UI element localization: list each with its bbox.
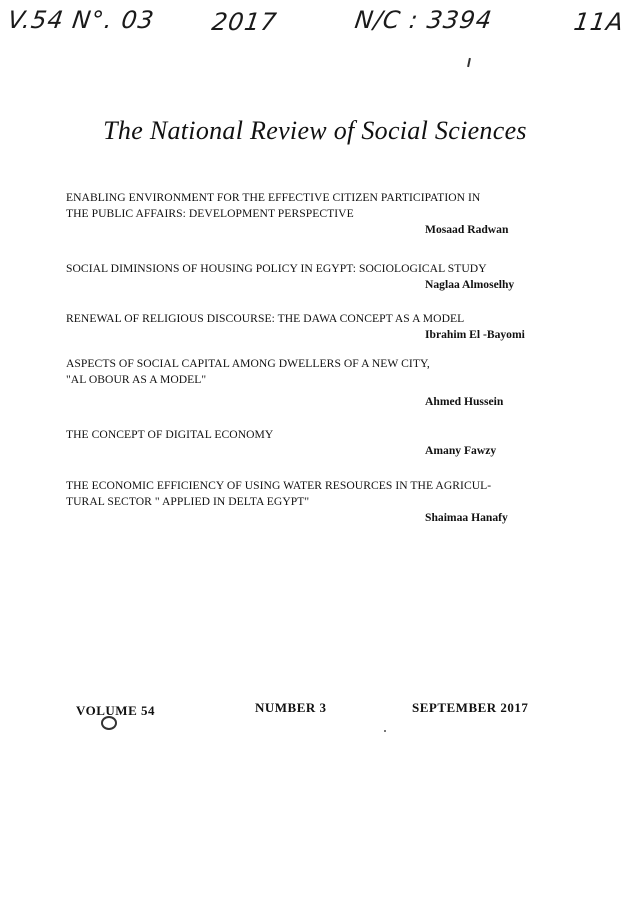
footer-number: NUMBER 3 <box>255 700 327 715</box>
article-title: ENABLING ENVIRONMENT FOR THE EFFECTIVE CITIZEN PARTICIPATION IN THE PUBLIC AFFAIRS: DEVELOPMENT PERSPECTIVE <box>66 191 481 220</box>
article-author: Amany Fawzy <box>425 444 497 457</box>
handwritten-year-note: 2017 <box>210 8 280 36</box>
handwritten-code-note: N/C : 3394 <box>353 6 495 34</box>
article-entry <box>66 190 546 238</box>
handwritten-page-mark: 11A <box>572 8 626 36</box>
footer-date: SEPTEMBER 2017 <box>412 700 529 715</box>
article-title: SOCIAL DIMINSIONS OF HOUSING POLICY IN EGYPT: SOCIOLOGICAL STUDY <box>66 262 487 275</box>
article-title: THE CONCEPT OF DIGITAL ECONOMY <box>66 428 274 441</box>
handwritten-volume-note: V.54 N°. 03 <box>6 6 157 34</box>
article-entry <box>66 478 546 526</box>
footer-volume: VOLUME 54 <box>76 703 155 718</box>
article-entry <box>66 427 546 459</box>
article-author: Ibrahim El -Bayomi <box>425 328 525 341</box>
article-entry <box>66 261 546 293</box>
article-title: RENEWAL OF RELIGIOUS DISCOURSE: THE DAWA CONCEPT AS A MODEL <box>66 312 465 325</box>
scan-speck <box>384 730 386 732</box>
article-title: ASPECTS OF SOCIAL CAPITAL AMONG DWELLERS OF A NEW CITY, "AL OBOUR AS A MODEL" <box>66 357 430 386</box>
article-author: Mosaad Radwan <box>425 223 509 236</box>
pen-tick-mark <box>467 58 471 67</box>
article-title: THE ECONOMIC EFFICIENCY OF USING WATER RESOURCES IN THE AGRICUL- TURAL SECTOR " APPLIED IN DELTA EGYPT" <box>66 479 492 508</box>
article-entry <box>66 311 546 343</box>
article-author: Naglaa Almoselhy <box>425 278 515 291</box>
journal-title: The National Review of Social Sciences <box>103 116 527 145</box>
article-author: Shaimaa Hanafy <box>425 511 508 524</box>
article-entry <box>66 356 546 410</box>
ink-smudge <box>101 716 117 730</box>
article-author: Ahmed Hussein <box>425 395 504 408</box>
